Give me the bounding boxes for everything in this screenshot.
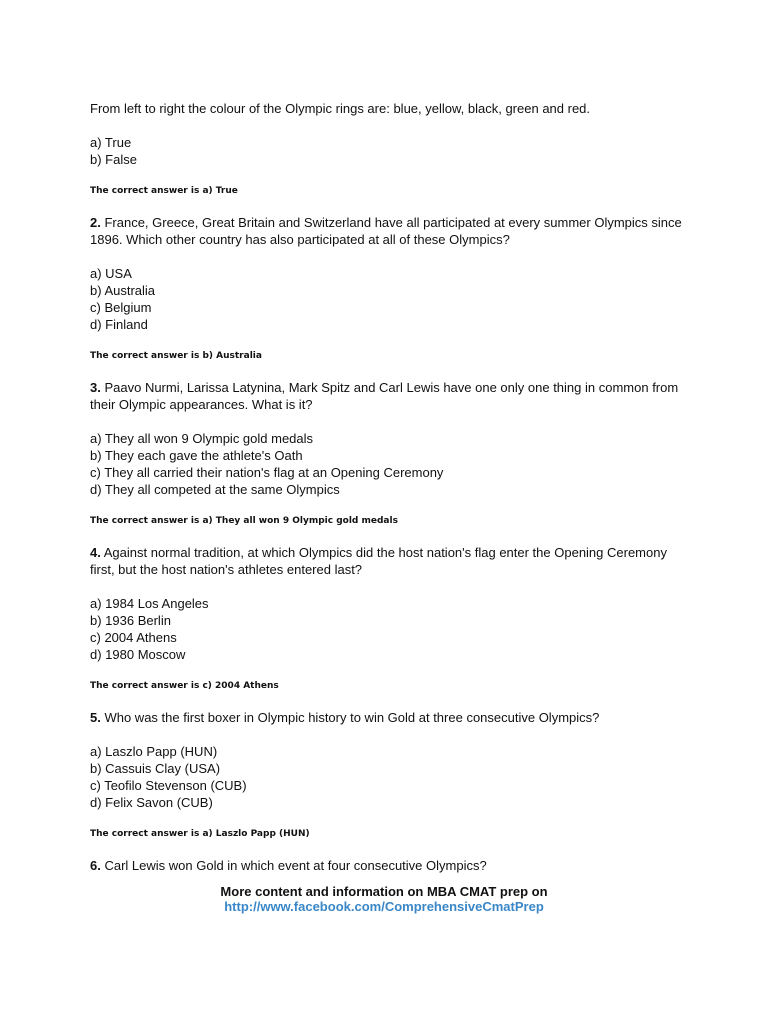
question-text: 2. France, Greece, Great Britain and Switzerland have all participated at every summer Olympics since 1896. Which other country has also participated at all of these Olympics?	[90, 215, 682, 247]
question-number: 6.	[90, 858, 101, 873]
correct-answer: The correct answer is c) 2004 Athens	[90, 681, 279, 691]
option: d) Felix Savon (CUB)	[90, 795, 213, 810]
option: c) Belgium	[90, 300, 152, 315]
option: a) They all won 9 Olympic gold medals	[90, 431, 314, 446]
options-list	[90, 743, 690, 811]
options-list	[90, 430, 690, 498]
option: a) True	[90, 135, 132, 150]
option: d) Finland	[90, 317, 148, 332]
option: b) They each gave the athlete's Oath	[90, 448, 303, 463]
correct-answer: The correct answer is a) They all won 9 Olympic gold medals	[90, 516, 398, 526]
correct-answer: The correct answer is a) True	[90, 186, 238, 196]
option: c) Teofilo Stevenson (CUB)	[90, 778, 247, 793]
question-number: 3.	[90, 380, 101, 395]
option: b) Cassuis Clay (USA)	[90, 761, 221, 776]
option: b) 1936 Berlin	[90, 613, 171, 628]
question-block	[90, 857, 690, 874]
options-list	[90, 595, 690, 663]
facebook-link[interactable]: http://www.facebook.com/ComprehensiveCmatPrep	[224, 899, 544, 914]
correct-answer: The correct answer is b) Australia	[90, 351, 262, 361]
document-body	[90, 100, 690, 874]
question-number: 2.	[90, 215, 101, 230]
question-number: 4.	[90, 545, 101, 560]
question-block	[90, 709, 690, 840]
option: a) USA	[90, 266, 132, 281]
question-number: 5.	[90, 710, 101, 725]
correct-answer: The correct answer is a) Laszlo Papp (HUN)	[90, 829, 310, 839]
question-text: 4. Against normal tradition, at which Olympics did the host nation's flag enter the Opening Ceremony first, but the host nation's athletes entered last?	[90, 545, 667, 577]
question-block	[90, 379, 690, 527]
question-text: 5. Who was the first boxer in Olympic history to win Gold at three consecutive Olympics?	[90, 710, 600, 725]
options-list	[90, 265, 690, 333]
options-list	[90, 134, 690, 168]
question-block	[90, 544, 690, 692]
promo-footer	[0, 884, 768, 914]
question-block	[90, 214, 690, 362]
option: c) They all carried their nation's flag at an Opening Ceremony	[90, 465, 444, 480]
option: b) Australia	[90, 283, 156, 298]
question-text: 6. Carl Lewis won Gold in which event at four consecutive Olympics?	[90, 858, 487, 873]
option: a) 1984 Los Angeles	[90, 596, 209, 611]
question-block	[90, 100, 690, 197]
option: c) 2004 Athens	[90, 630, 177, 645]
question-text: 3. Paavo Nurmi, Larissa Latynina, Mark Spitz and Carl Lewis have one only one thing in common from their Olympic appearances. What is it?	[90, 380, 679, 412]
question-text: From left to right the colour of the Olympic rings are: blue, yellow, black, green and red.	[90, 101, 591, 116]
option: d) They all competed at the same Olympics	[90, 482, 340, 497]
footer-title: More content and information on MBA CMAT prep on	[220, 884, 548, 899]
option: b) False	[90, 152, 137, 167]
option: a) Laszlo Papp (HUN)	[90, 744, 218, 759]
option: d) 1980 Moscow	[90, 647, 186, 662]
